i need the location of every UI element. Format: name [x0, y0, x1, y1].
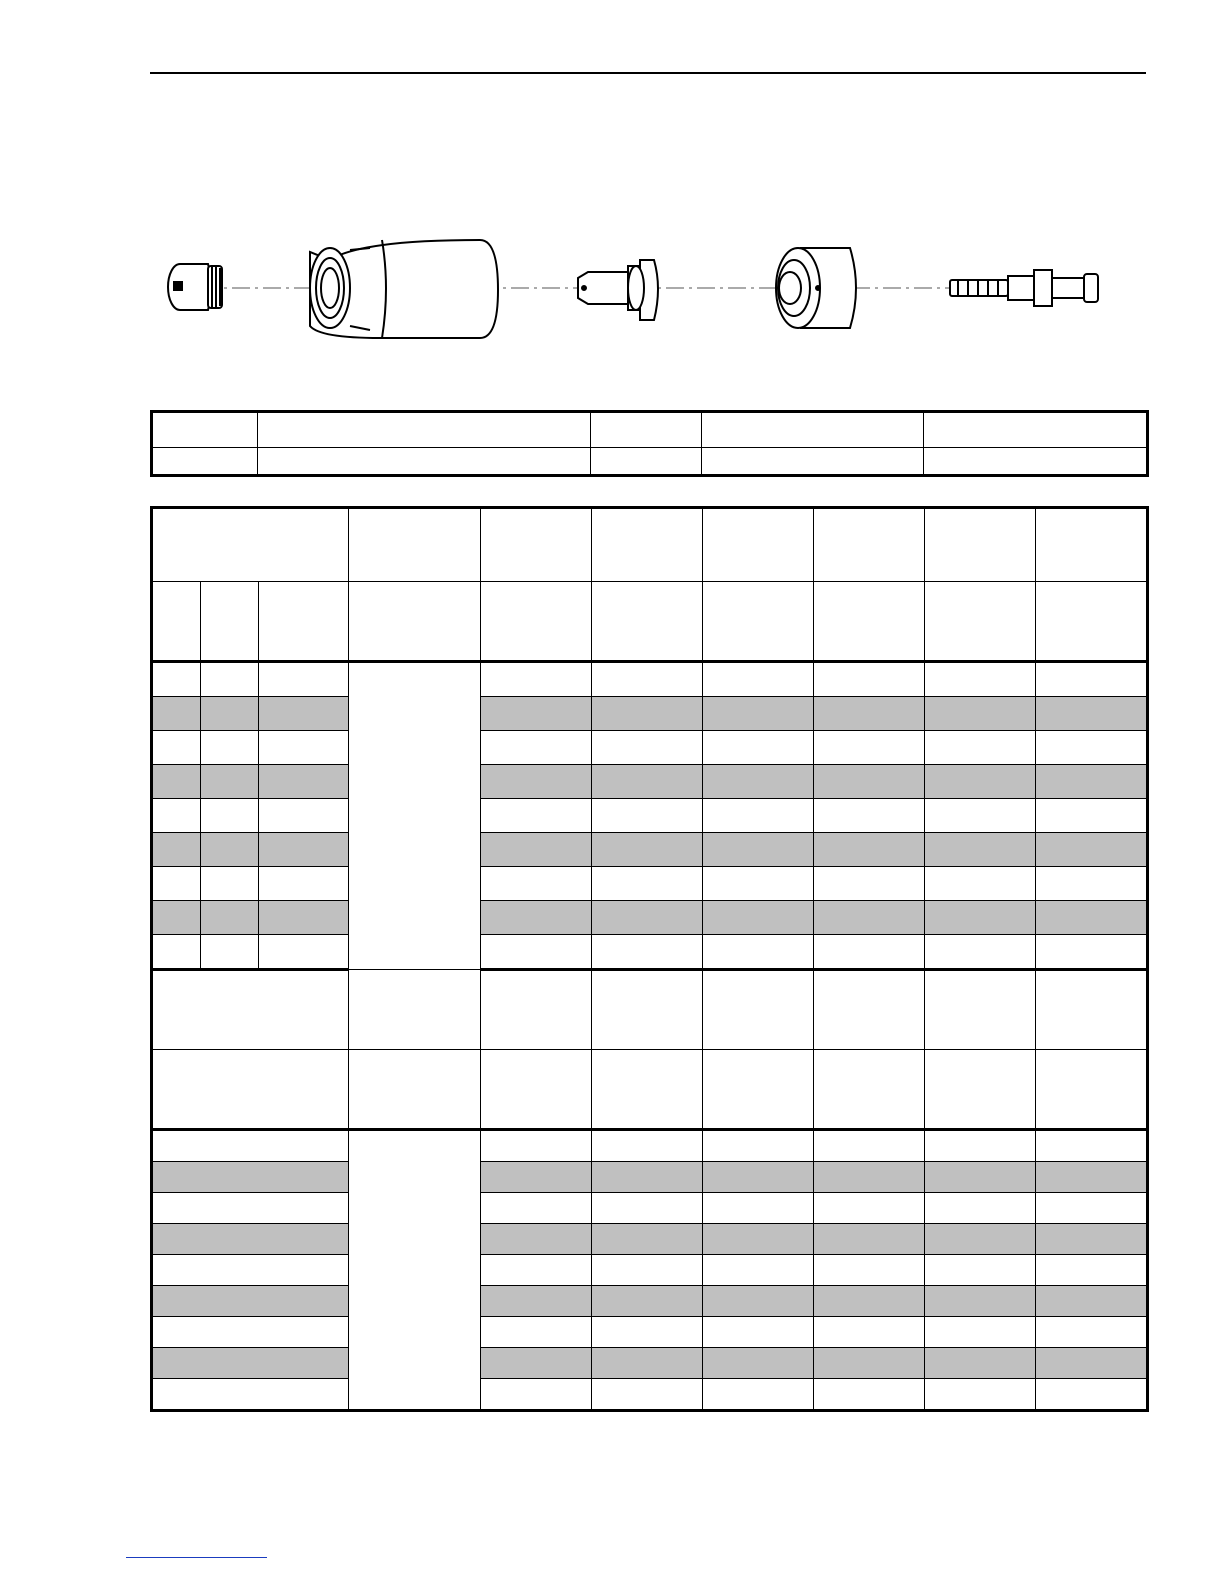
table-cell [925, 1317, 1036, 1348]
table-cell [481, 1286, 592, 1317]
table-cell [1036, 1348, 1148, 1379]
header-cell [925, 970, 1036, 1050]
table-row [152, 867, 1148, 901]
header-cell [814, 508, 925, 582]
table-cell [1036, 1379, 1148, 1411]
table-cell [481, 1193, 592, 1224]
table-cell [925, 1162, 1036, 1193]
table-cell [1036, 799, 1148, 833]
header-cell [201, 582, 259, 662]
nozzle-icon [578, 260, 658, 320]
table-cell [481, 799, 592, 833]
header-cell [349, 508, 481, 582]
table-row [152, 1286, 1148, 1317]
table-cell [152, 1348, 349, 1379]
table-cell [814, 901, 925, 935]
table-cell [925, 697, 1036, 731]
table-cell [814, 1193, 925, 1224]
table-cell [481, 833, 592, 867]
cut-chart-header-row [152, 508, 1148, 582]
header-cell [703, 582, 814, 662]
table-cell [925, 833, 1036, 867]
table-cell [481, 697, 592, 731]
header-cell [592, 970, 703, 1050]
table-cell [481, 901, 592, 935]
table-cell [259, 731, 349, 765]
table-cell [925, 867, 1036, 901]
table-cell [592, 833, 703, 867]
table-cell [1036, 833, 1148, 867]
retaining-cap-icon [168, 264, 222, 310]
table-cell [152, 1286, 349, 1317]
table-cell [592, 1286, 703, 1317]
table-cell [814, 1286, 925, 1317]
table-cell [814, 1130, 925, 1162]
consumables-value-row [152, 448, 1148, 476]
table-cell [703, 935, 814, 970]
table-cell [481, 1317, 592, 1348]
table-cell [152, 1317, 349, 1348]
table-cell [925, 662, 1036, 697]
table-cell [702, 412, 924, 448]
table-row [152, 1162, 1148, 1193]
table-cell [592, 1224, 703, 1255]
shield-icon [310, 240, 498, 338]
table-cell [259, 765, 349, 799]
table-cell [152, 448, 258, 476]
table-cell [814, 662, 925, 697]
header-cell [592, 1050, 703, 1130]
table-cell [1036, 765, 1148, 799]
table-cell [925, 1379, 1036, 1411]
table-cell [258, 448, 591, 476]
header-cell [152, 508, 349, 582]
header-cell [925, 508, 1036, 582]
table-cell [925, 1224, 1036, 1255]
table-cell [152, 901, 201, 935]
table-cell [925, 1348, 1036, 1379]
table-cell [925, 1286, 1036, 1317]
header-cell [152, 970, 349, 1050]
table-cell [814, 1255, 925, 1286]
table-row [152, 833, 1148, 867]
table-cell [152, 697, 201, 731]
table-cell [152, 1224, 349, 1255]
table-row [152, 1317, 1148, 1348]
table-cell [814, 765, 925, 799]
table-cell [259, 697, 349, 731]
table-cell [1036, 1130, 1148, 1162]
table-row [152, 1348, 1148, 1379]
cut-chart-section-subheader-row [152, 1050, 1148, 1130]
table-cell [481, 1348, 592, 1379]
header-cell [152, 582, 201, 662]
table-cell [201, 731, 259, 765]
table-cell [814, 1348, 925, 1379]
table-cell [201, 833, 259, 867]
table-cell [703, 1317, 814, 1348]
table-cell [592, 1162, 703, 1193]
table-row [152, 697, 1148, 731]
table-cell [703, 799, 814, 833]
header-cell [259, 582, 349, 662]
table-cell [481, 731, 592, 765]
consumables-table [150, 410, 1149, 477]
table-cell [481, 765, 592, 799]
header-cell [481, 1050, 592, 1130]
table-cell [258, 412, 591, 448]
table-cell [924, 448, 1148, 476]
table-cell [1036, 1286, 1148, 1317]
table-cell [702, 448, 924, 476]
table-cell [259, 662, 349, 697]
table-cell [152, 799, 201, 833]
table-cell [703, 901, 814, 935]
table-cell [592, 1130, 703, 1162]
table-cell [481, 1379, 592, 1411]
table-cell [592, 662, 703, 697]
table-cell [201, 765, 259, 799]
table-row [152, 1255, 1148, 1286]
header-cell [925, 582, 1036, 662]
table-cell [481, 867, 592, 901]
table-cell [1036, 901, 1148, 935]
table-cell [925, 1255, 1036, 1286]
header-cell [1036, 1050, 1148, 1130]
table-cell [703, 1348, 814, 1379]
table-cell [201, 662, 259, 697]
cut-chart-table [150, 506, 1149, 1412]
table-cell [592, 901, 703, 935]
table-cell [703, 1255, 814, 1286]
table-row [152, 662, 1148, 697]
table-cell [259, 833, 349, 867]
table-row [152, 1224, 1148, 1255]
table-row [152, 901, 1148, 935]
table-row [152, 1130, 1148, 1162]
table-cell [814, 799, 925, 833]
table-cell [152, 1379, 349, 1411]
table-cell [481, 935, 592, 970]
table-cell [201, 867, 259, 901]
table-cell [703, 867, 814, 901]
header-cell [925, 1050, 1036, 1130]
table-cell [152, 1130, 349, 1162]
table-cell [814, 1379, 925, 1411]
table-cell [592, 1348, 703, 1379]
table-cell [152, 833, 201, 867]
electrode-icon [950, 270, 1098, 306]
table-cell [592, 867, 703, 901]
table-cell [925, 1130, 1036, 1162]
table-cell [1036, 1162, 1148, 1193]
merged-cell [349, 1130, 481, 1411]
swirl-ring-icon [776, 248, 856, 328]
table-cell [152, 1162, 349, 1193]
table-cell [152, 765, 201, 799]
table-cell [924, 412, 1148, 448]
table-cell [152, 731, 201, 765]
table-cell [814, 731, 925, 765]
table-cell [481, 662, 592, 697]
table-cell [152, 1193, 349, 1224]
table-cell [592, 731, 703, 765]
header-cell [703, 970, 814, 1050]
table-cell [1036, 697, 1148, 731]
cut-chart-subheader-row [152, 582, 1148, 662]
table-cell [592, 799, 703, 833]
table-cell [925, 731, 1036, 765]
table-cell [152, 662, 201, 697]
table-cell [703, 1130, 814, 1162]
header-cell [592, 508, 703, 582]
table-cell [481, 1162, 592, 1193]
table-cell [152, 867, 201, 901]
table-row [152, 799, 1148, 833]
table-cell [591, 412, 702, 448]
table-cell [592, 765, 703, 799]
table-row [152, 765, 1148, 799]
table-cell [814, 833, 925, 867]
table-cell [152, 1255, 349, 1286]
table-cell [814, 1162, 925, 1193]
table-row [152, 1379, 1148, 1411]
consumables-header-row [152, 412, 1148, 448]
footer-link-underline[interactable] [126, 1557, 267, 1558]
table-cell [592, 697, 703, 731]
table-cell [481, 1255, 592, 1286]
table-cell [925, 765, 1036, 799]
header-cell [814, 970, 925, 1050]
table-cell [592, 1317, 703, 1348]
table-cell [259, 867, 349, 901]
header-cell [814, 582, 925, 662]
table-cell [925, 935, 1036, 970]
table-row [152, 935, 1148, 970]
header-cell [349, 582, 481, 662]
parts-svg [150, 230, 1146, 350]
table-cell [703, 833, 814, 867]
table-cell [925, 901, 1036, 935]
table-cell [1036, 731, 1148, 765]
header-cell [1036, 508, 1148, 582]
header-cell [349, 1050, 481, 1130]
cut-chart-section-header-row [152, 970, 1148, 1050]
table-cell [814, 1317, 925, 1348]
table-cell [481, 1130, 592, 1162]
table-cell [1036, 662, 1148, 697]
table-cell [814, 697, 925, 731]
table-cell [703, 1162, 814, 1193]
table-cell [814, 867, 925, 901]
table-row [152, 731, 1148, 765]
table-cell [703, 1193, 814, 1224]
table-cell [703, 662, 814, 697]
table-cell [703, 765, 814, 799]
table-row [152, 1193, 1148, 1224]
table-cell [1036, 1224, 1148, 1255]
header-cell [481, 582, 592, 662]
table-cell [259, 799, 349, 833]
table-cell [592, 935, 703, 970]
table-cell [814, 1224, 925, 1255]
header-cell [814, 1050, 925, 1130]
table-cell [925, 799, 1036, 833]
header-cell [703, 508, 814, 582]
table-cell [481, 1224, 592, 1255]
header-cell [152, 1050, 349, 1130]
table-cell [259, 901, 349, 935]
header-cell [481, 970, 592, 1050]
table-cell [201, 901, 259, 935]
header-cell [349, 970, 481, 1050]
table-cell [201, 799, 259, 833]
table-cell [1036, 935, 1148, 970]
header-cell [1036, 970, 1148, 1050]
table-cell [703, 697, 814, 731]
header-cell [703, 1050, 814, 1130]
header-rule [150, 72, 1146, 74]
table-cell [201, 935, 259, 970]
table-cell [1036, 1193, 1148, 1224]
header-cell [481, 508, 592, 582]
table-cell [1036, 867, 1148, 901]
table-cell [592, 1193, 703, 1224]
table-cell [1036, 1317, 1148, 1348]
table-cell [703, 731, 814, 765]
table-cell [592, 1379, 703, 1411]
table-cell [152, 935, 201, 970]
table-cell [814, 935, 925, 970]
table-cell [201, 697, 259, 731]
header-cell [592, 582, 703, 662]
table-cell [152, 412, 258, 448]
table-cell [925, 1193, 1036, 1224]
table-cell [703, 1379, 814, 1411]
consumable-parts-illustration [150, 230, 1146, 350]
table-cell [259, 935, 349, 970]
table-cell [703, 1286, 814, 1317]
header-cell [1036, 582, 1148, 662]
table-cell [1036, 1255, 1148, 1286]
table-cell [703, 1224, 814, 1255]
merged-cell [349, 662, 481, 970]
table-cell [592, 1255, 703, 1286]
table-cell [591, 448, 702, 476]
